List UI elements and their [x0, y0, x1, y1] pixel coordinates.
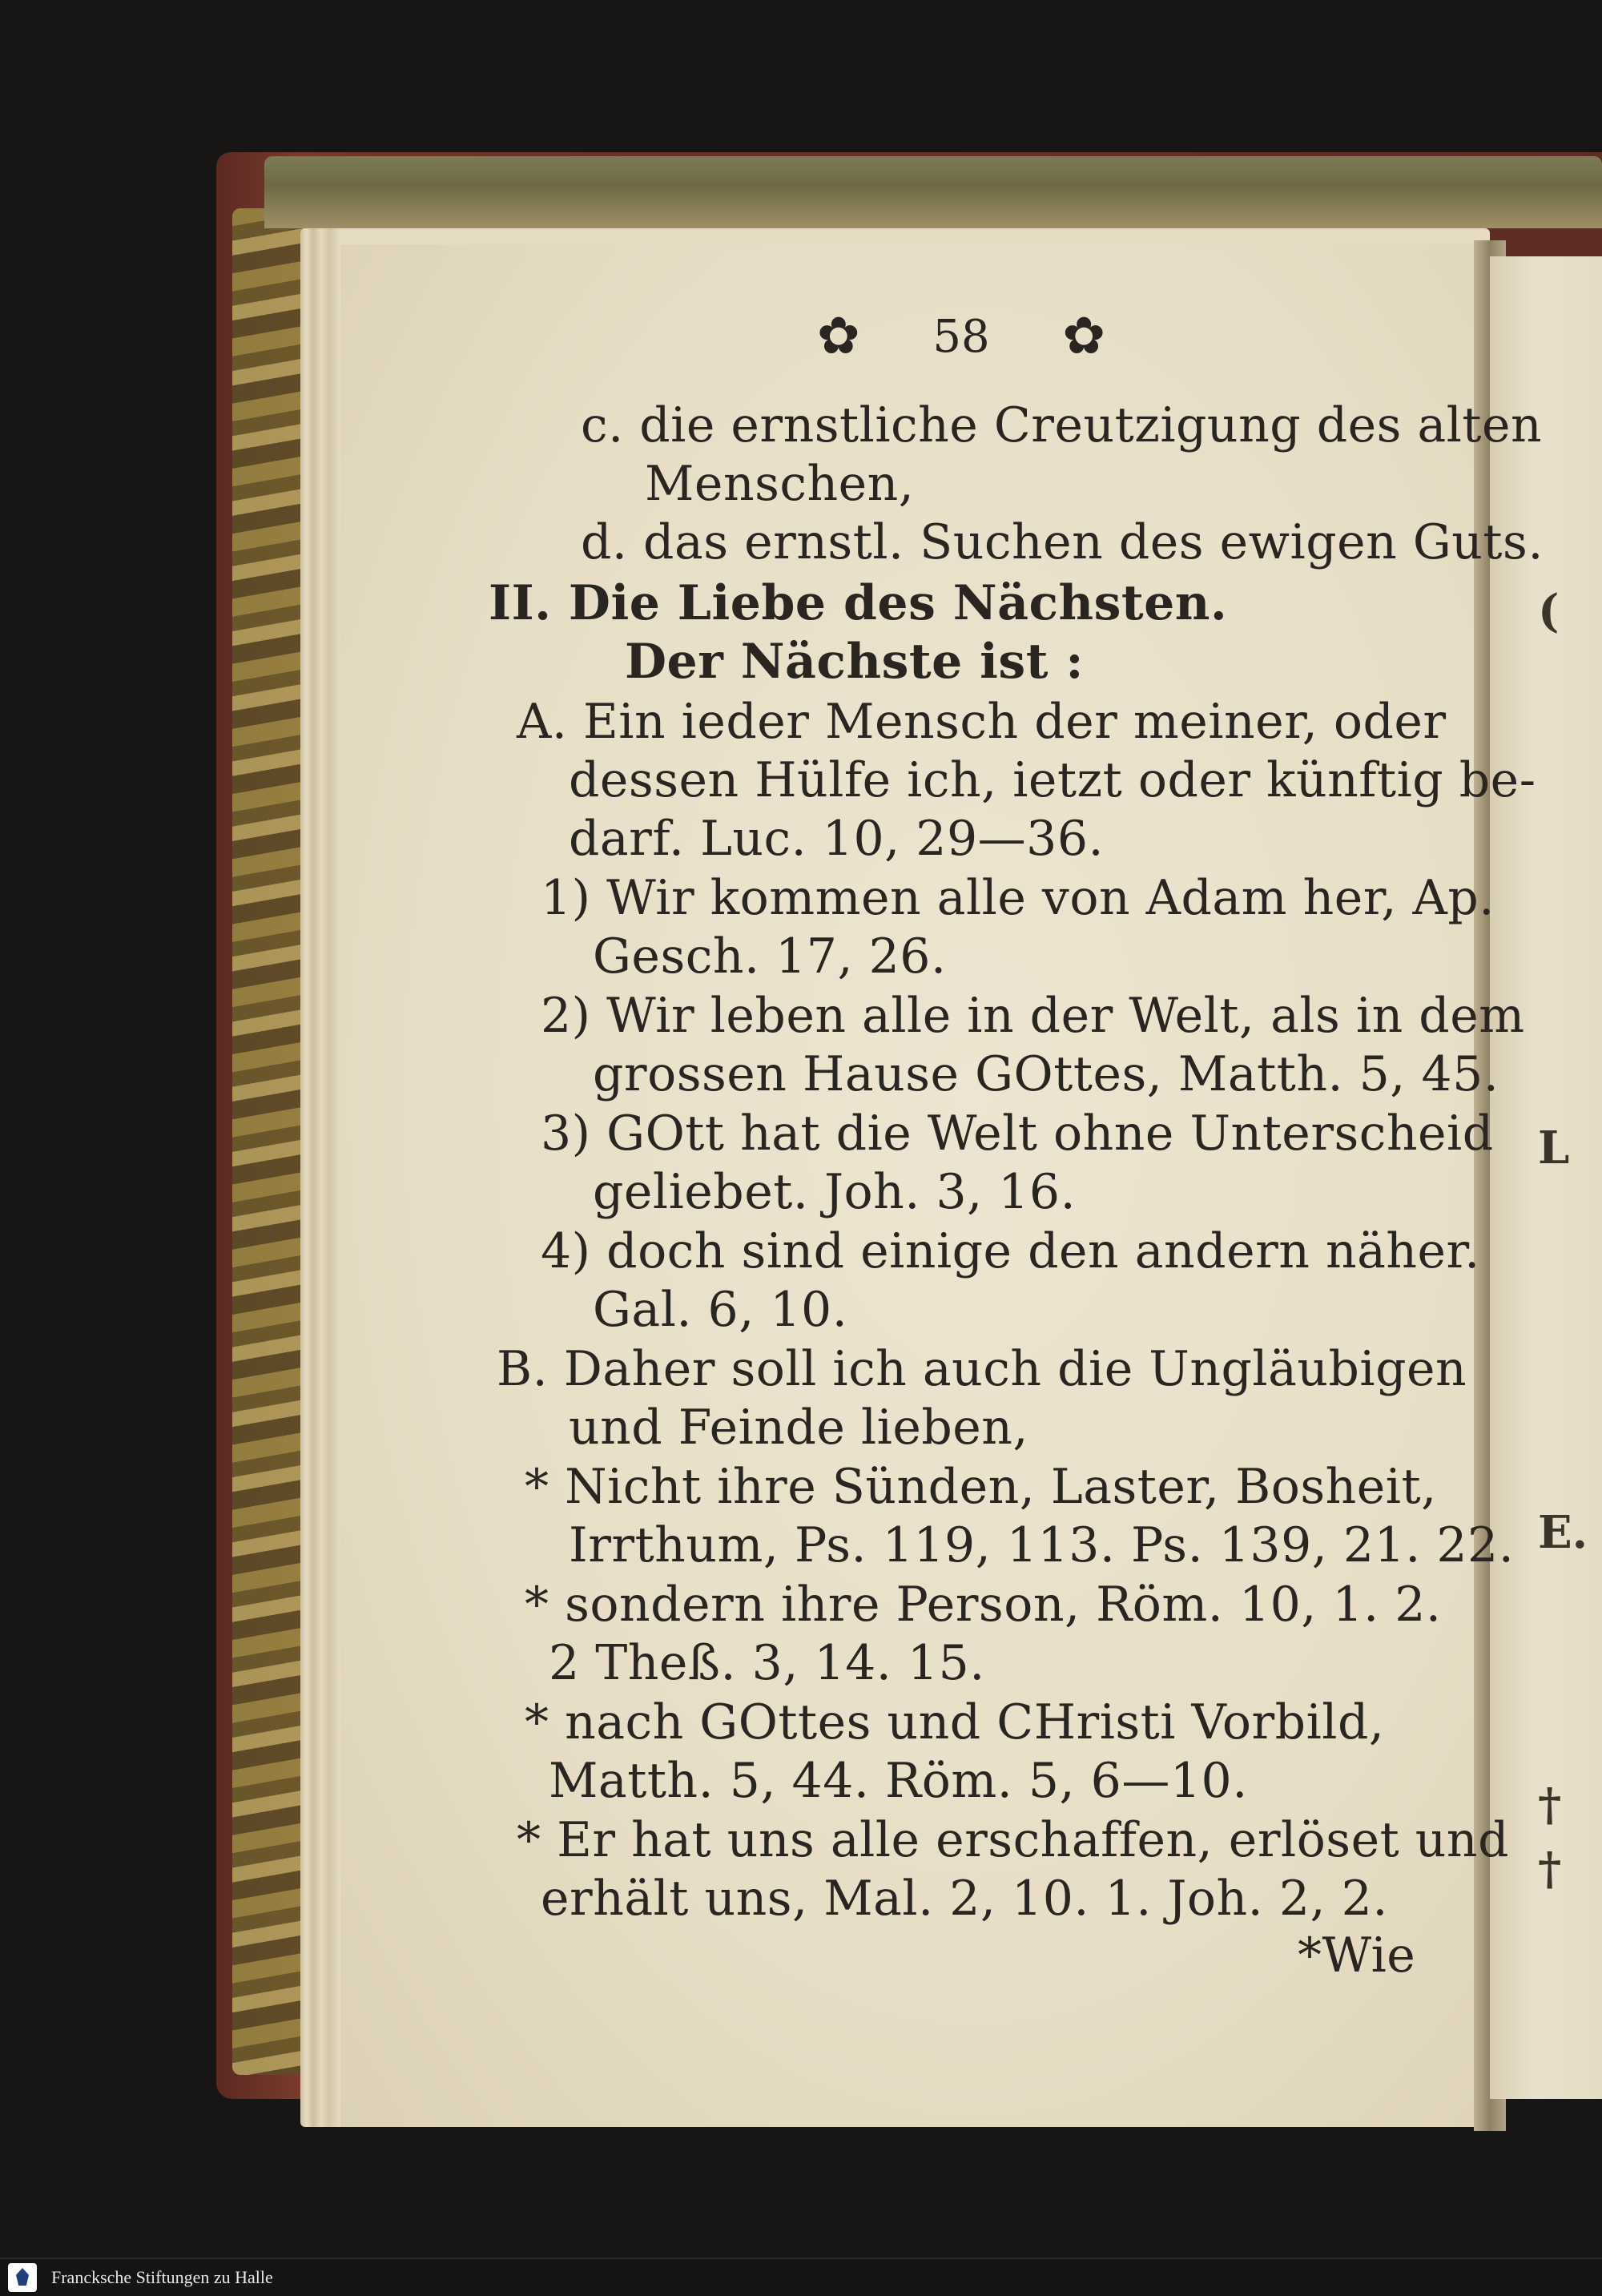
- text-line: geliebet. Joh. 3, 16.: [593, 1164, 1077, 1220]
- text-line: Gesch. 17, 26.: [593, 928, 947, 985]
- text-line: * Nicht ihre Sünden, Laster, Bosheit,: [525, 1459, 1437, 1515]
- text-line: und Feinde lieben,: [569, 1400, 1028, 1456]
- page-header: [817, 308, 1105, 365]
- text-line: Matth. 5, 44. Röm. 5, 6—10.: [549, 1753, 1248, 1809]
- text-line: 3) GOtt hat die Welt ohne Unterscheid: [541, 1106, 1494, 1162]
- institution-logo-icon: [8, 2263, 37, 2292]
- text-line: d. das ernstl. Suchen des ewigen Guts.: [581, 514, 1544, 570]
- footer-bar: [0, 2258, 1602, 2296]
- flower-ornament-icon: ✿: [1062, 307, 1105, 366]
- text-line: 2 Theß. 3, 14. 15.: [549, 1635, 985, 1691]
- flower-ornament-icon: ✿: [817, 307, 860, 366]
- text-line: A. Ein ieder Mensch der meiner, oder: [517, 694, 1447, 750]
- next-page-fragments: ( L E. † †: [1538, 585, 1588, 1895]
- text-line: * nach GOttes und CHristi Vorbild,: [525, 1694, 1385, 1750]
- text-line: erhält uns, Mal. 2, 10. 1. Joh. 2, 2.: [541, 1871, 1388, 1927]
- text-line: Irrthum, Ps. 119, 113. Ps. 139, 21. 22.: [569, 1517, 1515, 1573]
- text-line: grossen Hause GOttes, Matth. 5, 45.: [593, 1046, 1499, 1102]
- text-line: darf. Luc. 10, 29—36.: [569, 811, 1105, 867]
- text-line: B. Daher soll ich auch die Ungläubigen: [497, 1341, 1467, 1397]
- page-number: 58: [932, 310, 990, 363]
- text-line: 2) Wir leben alle in der Welt, als in dem: [541, 988, 1525, 1044]
- text-line: dessen Hülfe ich, ietzt oder künftig be-: [569, 752, 1536, 808]
- text-line: * sondern ihre Person, Röm. 10, 1. 2.: [525, 1577, 1442, 1633]
- text-line: * Er hat uns alle erschaffen, erlöset und: [517, 1812, 1509, 1868]
- text-line: c. die ernstliche Creutzigung des alten: [581, 397, 1543, 453]
- text-line: Gal. 6, 10.: [593, 1282, 848, 1338]
- catchword: *Wie: [1298, 1927, 1416, 1984]
- text-line: 4) doch sind einige den andern näher.: [541, 1223, 1480, 1279]
- section-heading: II. Die Liebe des Nächsten.: [489, 575, 1228, 631]
- text-line: Menschen,: [645, 456, 915, 512]
- footer-credit: Francksche Stiftungen zu Halle: [51, 2267, 273, 2287]
- subheading: Der Nächste ist :: [625, 634, 1084, 690]
- text-line: 1) Wir kommen alle von Adam her, Ap.: [541, 870, 1495, 926]
- book-top-edge: [264, 156, 1602, 228]
